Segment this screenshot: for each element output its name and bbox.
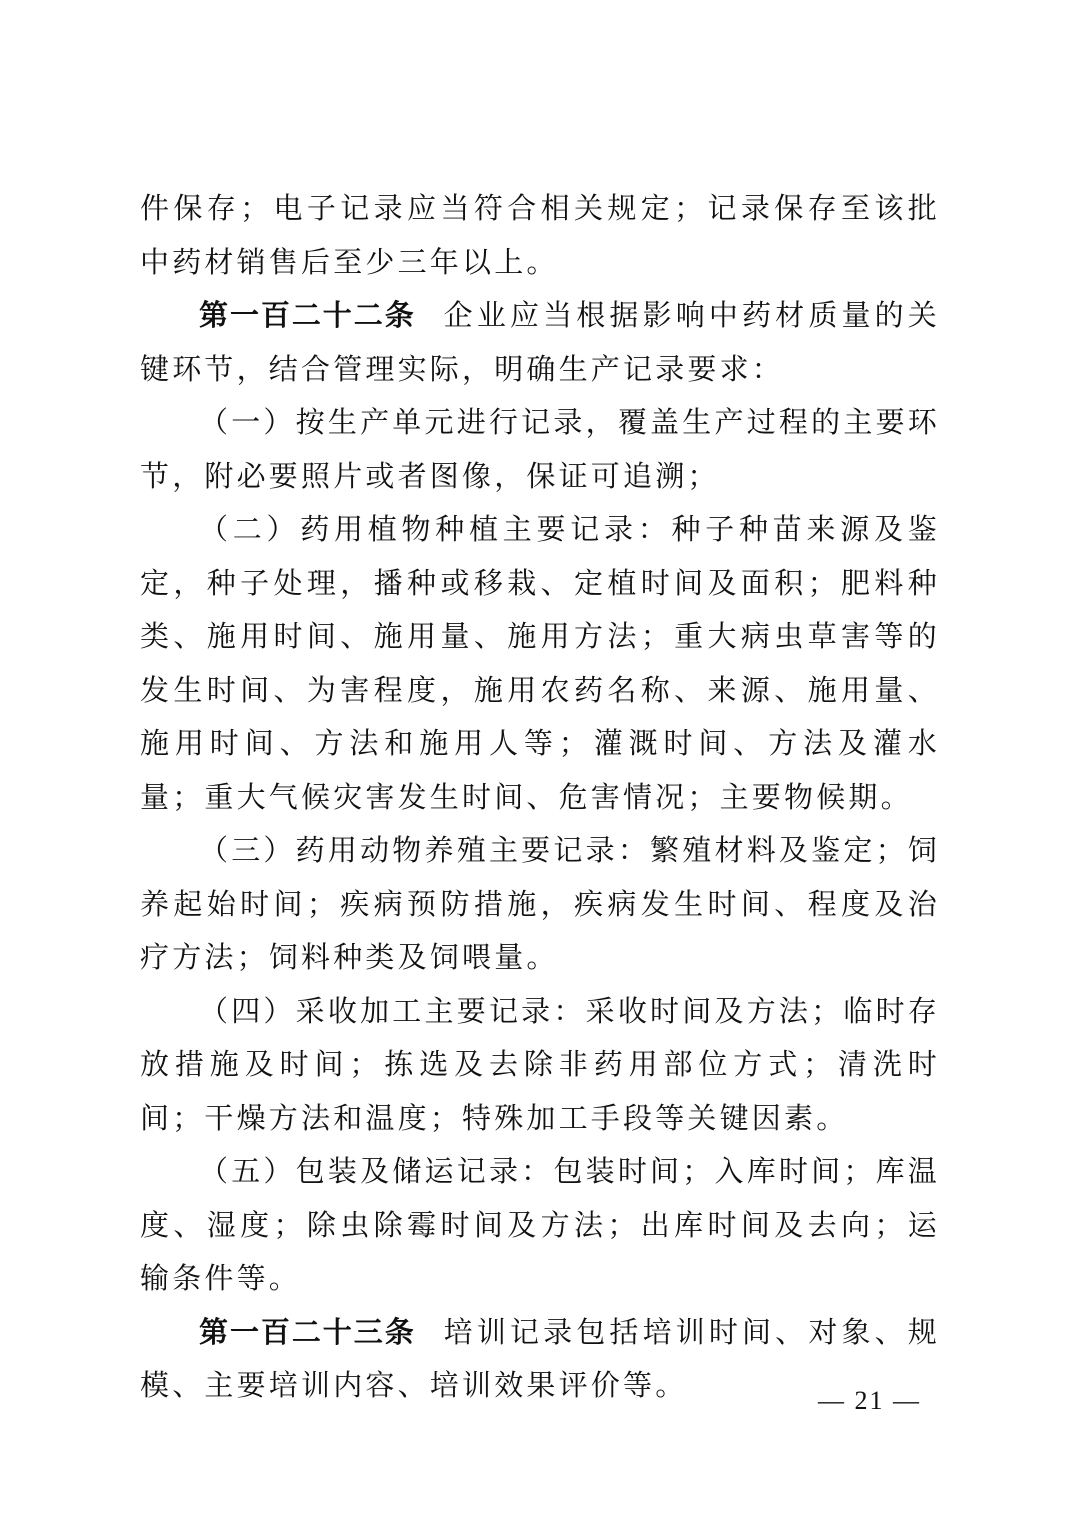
article-text-123: 培训记录包括培训时间、对象、规模、主要培训内容、培训效果评价等。 — [140, 1314, 940, 1402]
article-122 — [140, 289, 940, 396]
article-label-123: 第一百二十三条 — [199, 1314, 416, 1349]
list-item-text: （三）药用动物养殖主要记录：繁殖材料及鉴定；饲养起始时间；疾病预防措施，疾病发生时间、程度及治疗方法；饲料种类及饲喂量。 — [140, 833, 940, 974]
list-item-text: （五）包装及储运记录：包装时间；入库时间；库温度、湿度；除虫除霉时间及方法；出库时间及去向；运输条件等。 — [140, 1154, 940, 1295]
list-item-text: （二）药用植物种植主要记录：种子种苗来源及鉴定，种子处理，播种或移栽、定植时间及面积；肥料种类、施用时间、施用量、施用方法；重大病虫草害等的发生时间、为害程度，施用农药名称、来源、施用量、施用时间、方法和施用人等；灌溉时间、方法及灌水量；重大气候灾害发生时间、危害情况；主要物候期。 — [140, 512, 940, 814]
paragraph-record-retention — [140, 182, 940, 289]
list-item-text: （四）采收加工主要记录：采收时间及方法；临时存放措施及时间；拣选及去除非药用部位方式；清洗时间；干燥方法和温度；特殊加工手段等关键因素。 — [140, 993, 940, 1135]
list-item-4 — [140, 985, 940, 1146]
document-body — [140, 182, 940, 1413]
list-item-3 — [140, 824, 940, 985]
article-label-122: 第一百二十二条 — [199, 298, 416, 332]
article-text-122: 企业应当根据影响中药材质量的关键环节，结合管理实际，明确生产记录要求： — [140, 298, 940, 386]
list-item-1 — [140, 396, 940, 503]
list-item-text: （一）按生产单元进行记录，覆盖生产过程的主要环节，附必要照片或者图像，保证可追溯； — [140, 405, 940, 493]
list-item-2 — [140, 503, 940, 824]
list-item-5 — [140, 1145, 940, 1306]
page-number: — 21 — — [818, 1386, 921, 1415]
paragraph-text: 件保存；电子记录应当符合相关规定；记录保存至该批中药材销售后至少三年以上。 — [140, 191, 940, 279]
